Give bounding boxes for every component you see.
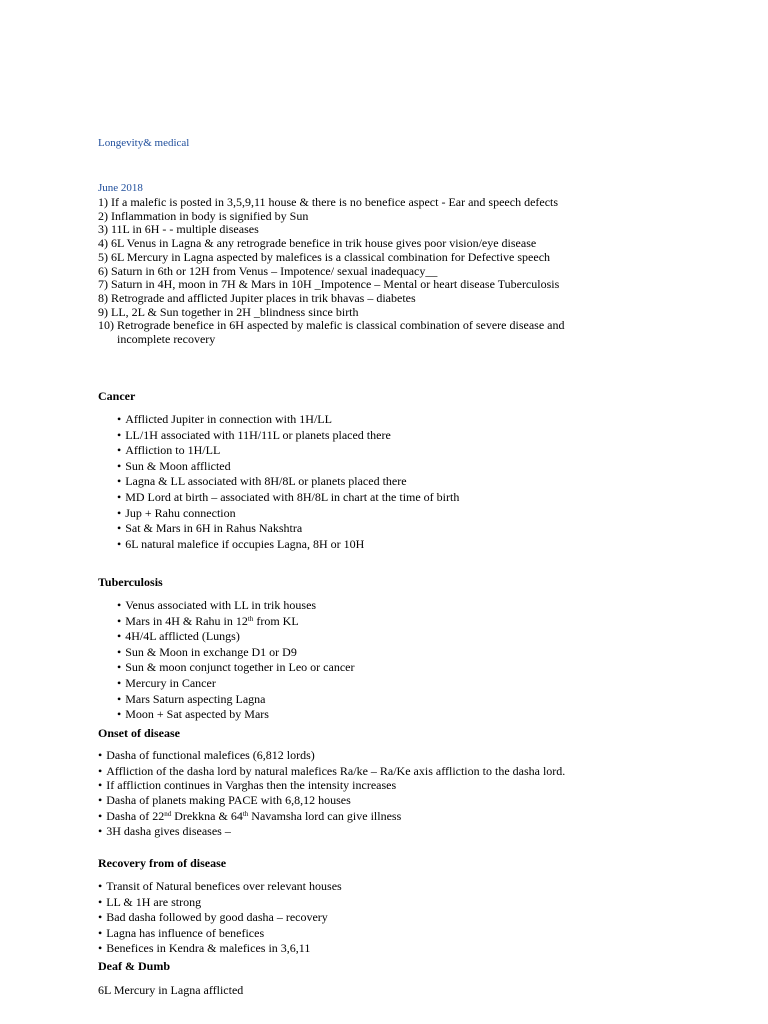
list-item: • Lagna has influence of benefices: [98, 926, 568, 942]
list-item: • Mercury in Cancer: [117, 676, 354, 692]
list-item: • Venus associated with LL in trik houses: [117, 598, 354, 614]
list-item: • Sat & Mars in 6H in Rahus Nakshtra: [117, 521, 459, 537]
list-item: • Bad dasha followed by good dasha – recovery: [98, 910, 568, 926]
list-item: • Dasha of functional malefices (6,812 lords): [98, 748, 568, 764]
list-item: • If affliction continues in Varghas then the intensity increases: [98, 778, 568, 794]
document-title: Longevity& medical: [98, 137, 190, 149]
list-item: • Mars Saturn aspecting Lagna: [117, 692, 354, 708]
onset-list: [98, 748, 568, 840]
tuberculosis-heading: Tuberculosis: [98, 575, 163, 589]
list-item: 6) Saturn in 6th or 12H from Venus – Impotence/ sexual inadequacy__: [98, 263, 438, 278]
list-item: • Sun & Moon afflicted: [117, 459, 459, 475]
list-item: • LL & 1H are strong: [98, 895, 568, 911]
list-item: • Affliction to 1H/LL: [117, 443, 459, 459]
list-item: 3) 11L in 6H - - multiple diseases: [98, 222, 259, 237]
list-item: • 3H dasha gives diseases –: [98, 824, 568, 840]
list-item: 1) If a malefic is posted in 3,5,9,11 house & there is no benefice aspect - Ear and speech defects: [98, 195, 559, 209]
recovery-list: [98, 879, 568, 957]
deaf-dumb-heading: Deaf & Dumb: [98, 959, 170, 973]
list-item: • Benefices in Kendra & malefices in 3,6,11: [98, 941, 568, 957]
list-item: • Lagna & LL associated with 8H/8L or planets placed there: [117, 474, 459, 490]
list-item: • Jup + Rahu connection: [117, 506, 459, 522]
list-item: 5) 6L Mercury in Lagna aspected by malefices is a classical combination for Defective speech: [98, 249, 551, 264]
list-item: 10) Retrograde benefice in 6H aspected by malefic is classical combination of severe disease and incomplete recovery: [98, 318, 565, 347]
list-item: • 6L natural malefice if occupies Lagna, 8H or 10H: [117, 537, 459, 553]
date-heading: June 2018: [98, 182, 143, 194]
list-item: • MD Lord at birth – associated with 8H/8L in chart at the time of birth: [117, 490, 459, 506]
list-item: • Sun & moon conjunct together in Leo or cancer: [117, 660, 354, 676]
list-item: • 4H/4L afflicted (Lungs): [117, 629, 354, 645]
list-item: • Moon + Sat aspected by Mars: [117, 707, 354, 723]
list-item: • Mars in 4H & Rahu in 12th from KL: [117, 614, 354, 630]
onset-heading: Onset of disease: [98, 726, 180, 740]
cancer-list: [117, 412, 459, 552]
cancer-heading: Cancer: [98, 389, 136, 403]
list-item: 2) Inflammation in body is signified by Sun: [98, 208, 309, 223]
list-item: • Affliction of the dasha lord by natural malefices Ra/ke – Ra/Ke axis affliction to the dasha lord.: [98, 764, 568, 778]
list-item: 4) 6L Venus in Lagna & any retrograde benefice in trik house gives poor vision/eye disease: [98, 236, 537, 251]
list-item: 8) Retrograde and afflicted Jupiter places in trik bhavas – diabetes: [98, 290, 416, 305]
recovery-heading: Recovery from of disease: [98, 856, 227, 870]
list-item: 9) LL, 2L & Sun together in 2H _blindness since birth: [98, 304, 359, 319]
numbered-list: [98, 196, 568, 347]
tuberculosis-list: [117, 598, 354, 723]
list-item: • LL/1H associated with 11H/11L or planets placed there: [117, 428, 459, 444]
list-item: • Transit of Natural benefices over relevant houses: [98, 879, 568, 895]
list-item: 7) Saturn in 4H, moon in 7H & Mars in 10H _Impotence – Mental or heart disease Tuberculosis: [98, 277, 560, 292]
list-item: • Dasha of planets making PACE with 6,8,12 houses: [98, 793, 568, 809]
deaf-dumb-text: 6L Mercury in Lagna afflicted: [98, 983, 244, 997]
list-item: • Afflicted Jupiter in connection with 1H/LL: [117, 412, 459, 428]
list-item: • Sun & Moon in exchange D1 or D9: [117, 645, 354, 661]
list-item: • Dasha of 22nd Drekkna & 64th Navamsha lord can give illness: [98, 809, 568, 825]
